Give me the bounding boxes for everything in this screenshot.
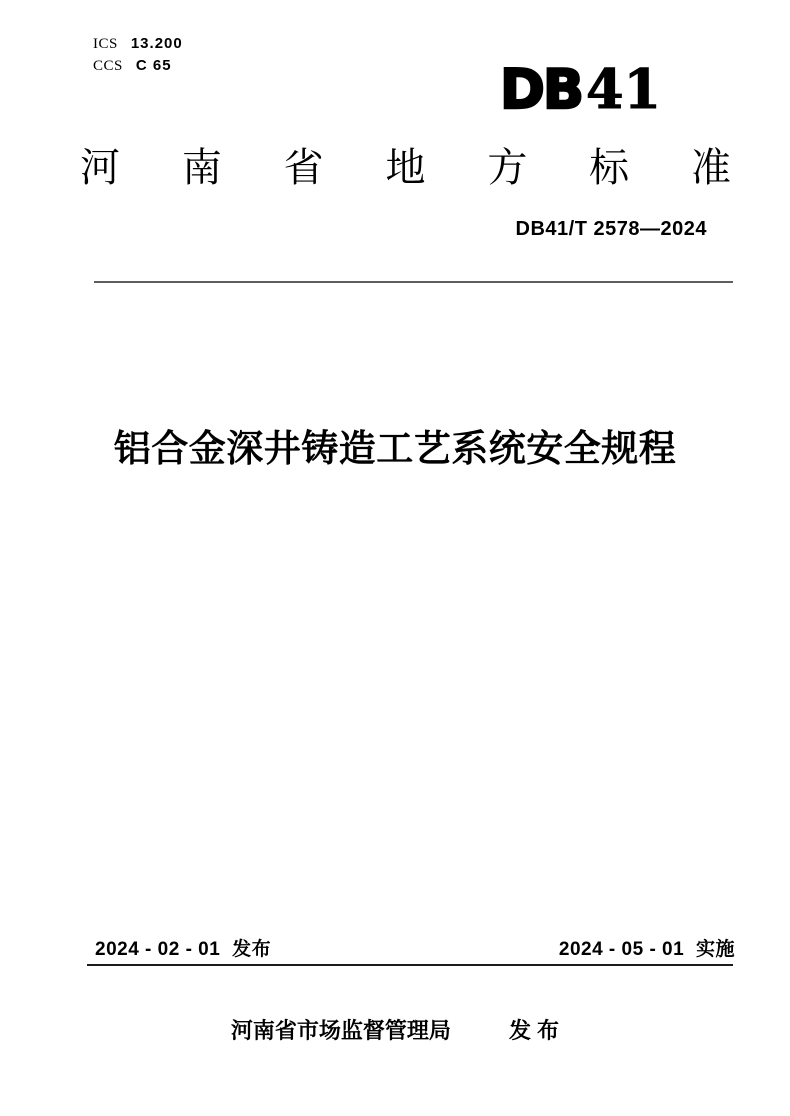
ccs-label: CCS xyxy=(93,58,123,74)
ics-label: ICS xyxy=(93,36,118,52)
standard-name-char: 河 xyxy=(80,146,120,190)
db41-logo-number: 41 xyxy=(585,57,662,121)
db41-logo xyxy=(500,57,685,121)
publisher-action: 发 布 xyxy=(508,1018,560,1043)
standard-name-char: 准 xyxy=(690,146,731,190)
ics-code-row xyxy=(93,36,183,52)
standard-name-char: 方 xyxy=(487,146,528,190)
standard-number: DB41/T 2578—2024 xyxy=(515,218,707,240)
standard-name-char: 标 xyxy=(589,146,630,190)
standard-name-row xyxy=(80,148,731,188)
publisher-row xyxy=(0,1020,790,1042)
standard-name-char: 省 xyxy=(283,146,324,190)
standard-name-char: 南 xyxy=(181,146,222,190)
dates-row xyxy=(95,940,735,959)
standard-name-char: 地 xyxy=(385,146,426,190)
ccs-code-row xyxy=(93,58,172,74)
publisher-name: 河南省市场监督管理局 xyxy=(230,1018,451,1043)
footer-divider-line xyxy=(87,964,733,966)
implement-date: 2024 - 05 - 01 xyxy=(558,939,685,960)
document-title: 铝合金深井铸造工艺系统安全规程 xyxy=(113,428,677,469)
ccs-value: C 65 xyxy=(135,57,172,74)
implement-label: 实施 xyxy=(695,939,735,960)
ics-value: 13.200 xyxy=(130,35,183,52)
issue-date: 2024 - 02 - 01 xyxy=(95,939,221,960)
issue-label: 发布 xyxy=(232,939,272,960)
header-divider-line xyxy=(94,281,733,283)
implement-date-item xyxy=(559,940,735,959)
db41-logo-db: DB xyxy=(500,58,582,121)
issue-date-item xyxy=(95,940,271,959)
